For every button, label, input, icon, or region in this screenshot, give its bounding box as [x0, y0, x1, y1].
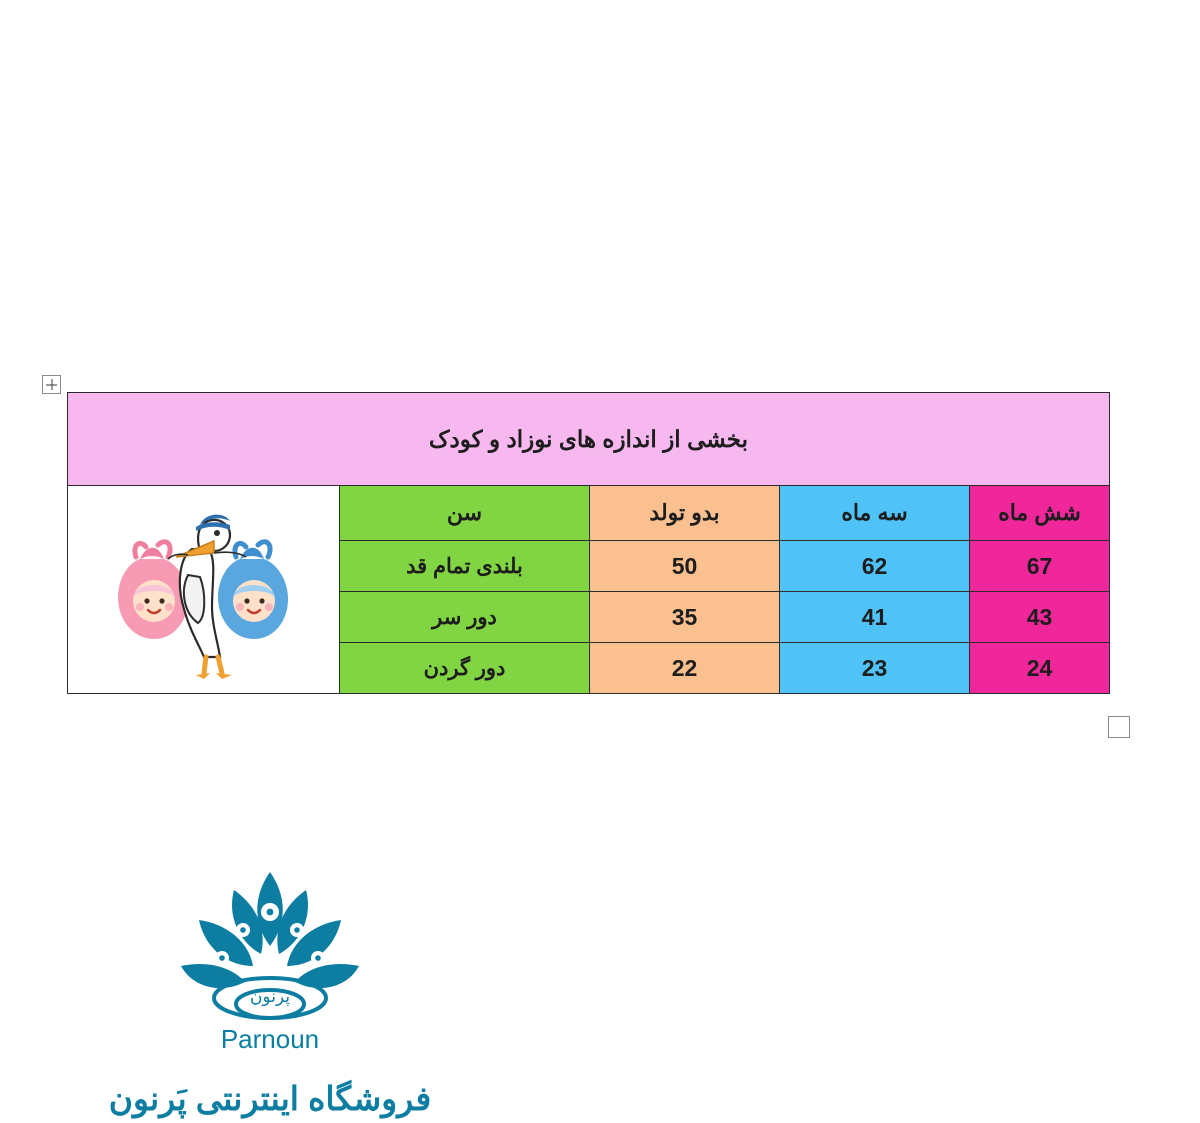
table-title: بخشی از اندازه های نوزاد و کودک	[67, 393, 1109, 486]
brand-tagline: فروشگاه اینترنتی پَرنون	[108, 1080, 432, 1117]
cell-birth: 50	[590, 541, 780, 592]
baby-size-table	[67, 392, 1110, 694]
logo-wordmark: Parnoun	[220, 1024, 320, 1054]
cell-birth: 22	[590, 643, 780, 694]
cell-three-month: 41	[780, 592, 970, 643]
header-age: سن	[340, 486, 590, 541]
cell-birth: 35	[590, 592, 780, 643]
header-three-month: سه ماه	[780, 486, 970, 541]
logo-persian-mark: پرنون	[249, 987, 291, 1006]
table-move-handle[interactable]	[42, 375, 61, 394]
brand-block	[60, 862, 480, 1118]
stork-illustration	[68, 497, 339, 682]
cell-three-month: 62	[780, 541, 970, 592]
table-header-row	[67, 486, 1109, 541]
cell-three-month: 23	[780, 643, 970, 694]
table-resize-handle[interactable]	[1108, 716, 1130, 738]
cell-six-month: 43	[970, 592, 1110, 643]
size-table-region	[68, 392, 1110, 694]
parnoun-logo-icon	[155, 862, 385, 1062]
cell-measure-label: بلندی تمام قد	[340, 541, 590, 592]
header-six-month: شش ماه	[970, 486, 1110, 541]
cell-measure-label: دور سر	[340, 592, 590, 643]
cell-measure-label: دور گردن	[340, 643, 590, 694]
cell-six-month: 24	[970, 643, 1110, 694]
stork-illustration-cell	[67, 486, 339, 694]
move-cross-icon	[43, 376, 60, 393]
cell-six-month: 67	[970, 541, 1110, 592]
header-birth: بدو تولد	[590, 486, 780, 541]
parnoun-logo	[155, 862, 385, 1067]
stork-icon	[88, 497, 318, 682]
table-title-row	[67, 393, 1109, 486]
